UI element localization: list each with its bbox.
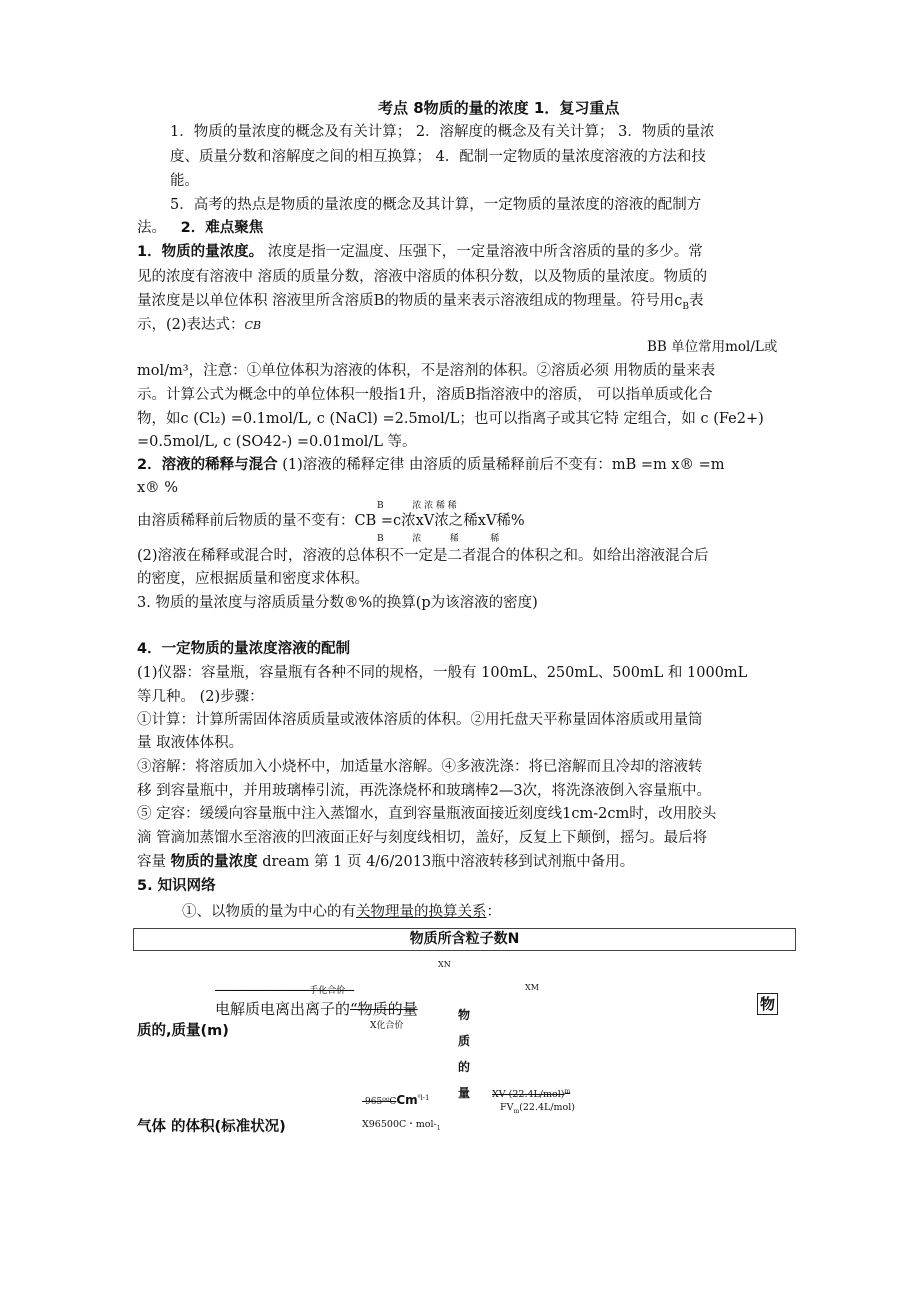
section-4-line-8: 滴 管滴加蒸馏水至溶液的凹液面正好与刻度线相切，盖好，反复上下颠倒，摇匀。最后将 (137, 830, 708, 846)
net-right-box-label: 物 (759, 995, 775, 1013)
net-charge-bottom (362, 1116, 441, 1132)
difficulty-heading: 2．难点聚焦 (180, 220, 264, 236)
section-4-line-9-c: dream 第 1 页 4/6/2013瓶中溶液转移到试剂瓶中备用。 (257, 854, 635, 870)
particle-number-box (133, 928, 796, 951)
section-1-line-4 (137, 314, 261, 337)
formula-cb: CB (244, 319, 262, 332)
section-2-line-5: 的密度，应根据质量和密度求体积。 (137, 571, 369, 587)
net-mass-label: 质的,质量(m) (137, 1023, 229, 1039)
net-center-char-1: 物 (457, 1008, 470, 1022)
section-1-line-5: mol/m³，注意：①单位体积为溶液的体积，不是溶剂的体积。②溶质必须 用物质的量来表 (137, 363, 716, 379)
section-1-line-3-text: 量浓度是以单位体积 溶液里所含溶质B的物质的量来表示溶液组成的物理量。符号用c (137, 293, 683, 309)
net-valence-label: X化合价 (370, 1021, 404, 1031)
section-3-line: 3. 物质的量浓度与溶质质量分数®%的换算(p为该溶液的密度) (137, 595, 538, 611)
net-xn: XN (438, 960, 451, 969)
net-center-mol (456, 1002, 472, 1106)
section-2-small-top: B 浓 浓 稀 稀 (377, 501, 457, 511)
section-4-line-2: 等几种。 (2)步骤： (137, 689, 264, 705)
section-4-line-9 (137, 851, 634, 873)
review-line-5-text: 法。 (137, 220, 166, 236)
section-4-line-6: 移 到容量瓶中，并用玻璃棒引流，再洗涤烧杯和玻璃棒2—3次，将洗涤液倒入容量瓶中。 (137, 783, 712, 799)
net-charge-bottom-sub: 1 (436, 1124, 441, 1132)
section-1-line-4-text: 示，(2)表达式： (137, 317, 245, 333)
section-5-line-1-b: 关物理量的换算关系 (356, 904, 487, 920)
net-volume-top (492, 1088, 570, 1100)
particle-number-label: 物质所含粒子数N (409, 931, 520, 947)
section-4-heading: 4．一定物质的量浓度溶液的配制 (137, 641, 351, 657)
review-line-1: 1．物质的量浓度的概念及有关计算； 2．溶解度的概念及有关计算； 3．物质的量浓 (170, 124, 715, 140)
net-volume-top-sup: m (564, 1088, 571, 1095)
section-2-line-3: 由溶质稀释前后物质的量不变有：CB =c浓xV浓之稀xV稀% (137, 513, 525, 529)
section-2-line-2: x® % (137, 480, 179, 496)
net-ion-text (215, 998, 418, 1020)
section-4-line-1: (1)仪器：容量瓶，容量瓶有各种不同的规格，一般有 100mL、250mL、500mL 和 1000mL (137, 665, 748, 681)
section-2-small-bot: B 浓 稀 稀 (377, 534, 500, 544)
section-1-unit: BB 单位常用mol/L或 (647, 339, 778, 355)
section-4-line-9-a: 容量 (137, 854, 171, 870)
net-ion-text-a: 电解质电离出离子的 (215, 1000, 351, 1018)
section-1-line-3-end: 表 (689, 293, 704, 309)
net-xm: XM (525, 983, 539, 992)
section-5-heading: 5. 知识网络 (137, 878, 216, 894)
net-charge-bottom-text: X96500C・mol- (362, 1119, 437, 1130)
net-gas-volume-label: 气体 的体积(标准状况) (137, 1119, 286, 1135)
review-line-5 (137, 217, 263, 239)
section-1-heading: 1．物质的量浓度。 (137, 244, 264, 260)
net-volume-bottom-end: (22.4L/mol) (519, 1102, 575, 1113)
section-1-line-1 (137, 241, 703, 263)
net-charge-top-cm: Cm (396, 1093, 418, 1107)
section-5-line-1-a: ①、以物质的量为中心的有 (182, 904, 356, 920)
net-ion-text-b: “物质的量 (350, 1000, 418, 1018)
net-volume-bottom (500, 1102, 575, 1115)
section-1-line-8: =0.5mol/L, c (SO42-) =0.01mol/L 等。 (137, 434, 417, 450)
section-1-line-2: 见的浓度有溶液中 溶质的质量分数，溶液中溶质的体积分数，以及物质的量浓度。物质的 (137, 269, 708, 285)
net-volume-bottom-a: FV (500, 1102, 514, 1113)
footer-title: 物质的量浓度 (170, 854, 258, 870)
section-1-text: 浓度是指一定温度、压强下，一定量溶液中所含溶质的量的多少。常 (263, 244, 703, 260)
net-charge-top-a: -965⁰⁰C (362, 1097, 397, 1107)
net-charge-top (362, 1093, 430, 1107)
net-center-char-2: 质 (457, 1034, 470, 1048)
doc-title: 考点 8物质的量的浓度 1．复习重点 (378, 99, 620, 117)
section-4-line-7: ⑤ 定容：缓缓向容量瓶中注入蒸馏水，直到容量瓶液面接近刻度线1cm-2cm时，改用胶头 (137, 806, 717, 822)
review-line-2: 度、质量分数和溶解度之间的相互换算； 4．配制一定物质的量浓度溶液的方法和技 (170, 149, 706, 165)
section-1-line-3-sub: B (682, 301, 690, 312)
section-2-line-1 (137, 454, 725, 476)
section-1-line-6: 示。计算公式为概念中的单位体积一般指1升，溶质B指溶液中的溶质， 可以指单质或化合 (137, 387, 713, 403)
section-1-line-7: 物，如c (Cl₂) =0.1mol/L, c (NaCl) =2.5mol/L；也可以指离子或其它特 定组合，如 c (Fe2+) (137, 411, 764, 427)
section-5-line-1-c: ： (486, 904, 501, 920)
net-valence-line: -------------------------------手化合价 -- (215, 986, 355, 996)
section-2-heading: 2．溶液的稀释与混合 (137, 457, 278, 473)
net-charge-top-sup: ⁰l-1 (417, 1094, 430, 1102)
net-center-char-3: 的 (457, 1060, 470, 1074)
net-right-box (757, 993, 778, 1015)
section-4-line-4: 量 取液体体积。 (137, 735, 244, 751)
net-volume-bottom-sub: m (513, 1107, 520, 1115)
net-volume-top-text: XV (22.4L/mol) (492, 1089, 565, 1101)
section-2-text: (1)溶液的稀释定律 由溶质的质量稀释前后不变有：mB =m x® =m (277, 457, 725, 473)
section-2-line-4: (2)溶液在稀释或混合时，溶液的总体积不一定是二者混合的体积之和。如给出溶液混合后 (137, 548, 709, 564)
review-line-3: 能。 (170, 173, 199, 189)
section-4-line-5: ③溶解：将溶质加入小烧杯中，加适量水溶解。④多液洗涤：将已溶解而且冷却的溶液转 (137, 759, 703, 775)
review-line-4: 5．高考的热点是物质的量浓度的概念及其计算，一定物质的量浓度的溶液的配制方 (170, 197, 702, 213)
section-5-line-1 (182, 901, 501, 923)
section-4-line-3: ①计算：计算所需固体溶质质量或液体溶质的体积。②用托盘天平称量固体溶质或用量筒 (137, 712, 703, 728)
net-center-char-4: 量 (457, 1086, 470, 1100)
